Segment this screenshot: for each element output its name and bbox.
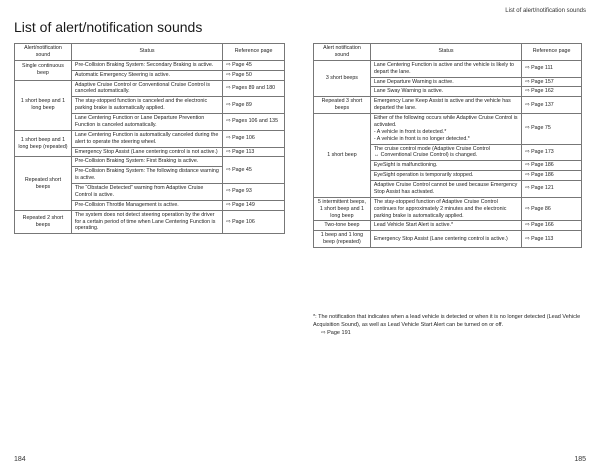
status-cell: Automatic Emergency Steering is active. bbox=[71, 70, 222, 80]
sound-cell: 1 beep and 1 long beep (repeated) bbox=[314, 231, 371, 248]
status-cell: Adaptive Cruise Control cannot be used because Emergency Stop Assist has activated. bbox=[370, 181, 521, 198]
status-cell: Lead Vehicle Start Alert is active.* bbox=[370, 221, 521, 231]
status-cell: Lane Departure Warning is active. bbox=[370, 77, 521, 87]
status-cell bbox=[370, 144, 521, 161]
reference-link[interactable]: ⇨ Page 93 bbox=[223, 184, 285, 201]
sound-cell: Single continuous beep bbox=[15, 60, 72, 80]
status-cell: Lane Centering Function or Lane Departure Prevention Function is canceled automatically. bbox=[71, 114, 222, 131]
reference-link[interactable]: ⇨ Page 113 bbox=[223, 147, 285, 157]
reference-link[interactable]: ⇨ Page 137 bbox=[522, 97, 582, 114]
reference-link[interactable]: ⇨ Page 45 bbox=[223, 157, 285, 184]
status-list-item: - A vehicle in front is no longer detected.* bbox=[373, 135, 470, 142]
sound-cell: 3 short beeps bbox=[314, 60, 371, 97]
sound-cell: 1 short beep and 1 long beep bbox=[15, 80, 72, 130]
status-cell: Emergency Lane Keep Assist is active and the vehicle has departed the lane. bbox=[370, 97, 521, 114]
table-row bbox=[314, 60, 582, 77]
table-header-row bbox=[15, 44, 285, 61]
reference-link[interactable]: ⇨ Page 157 bbox=[522, 77, 582, 87]
status-cell: The “Obstacle Detected” warning from Adaptive Cruise Control is active. bbox=[71, 184, 222, 201]
footnote-text: *: The notification that indicates when a lead vehicle is detected or when it is no longer detected (Lead Vehicle Acquisition Sound), as well as Lead Vehicle Start Alert can be turned on or off. bbox=[313, 314, 581, 328]
status-text: The cruise control mode (Adaptive Cruise Control bbox=[373, 145, 490, 152]
table-row bbox=[314, 221, 582, 231]
sound-cell: 1 short beep bbox=[314, 114, 371, 198]
table-row bbox=[15, 60, 285, 70]
reference-link[interactable]: ⇨ Pages 106 and 135 bbox=[223, 114, 285, 131]
status-cell: Pre-Collision Braking System: Secondary Braking is active. bbox=[71, 60, 222, 70]
footnote bbox=[313, 314, 583, 338]
reference-link[interactable]: ⇨ Page 166 bbox=[522, 221, 582, 231]
status-cell bbox=[370, 114, 521, 145]
page-number-right: 185 bbox=[574, 456, 586, 463]
footnote-reference-link[interactable]: ⇨ Page 191 bbox=[321, 329, 351, 336]
header-sound: Alert/notification sound bbox=[15, 44, 72, 61]
reference-link[interactable]: ⇨ Pages 89 and 180 bbox=[223, 80, 285, 97]
header-sound: Alert notification sound bbox=[314, 44, 371, 61]
table-row bbox=[314, 114, 582, 145]
status-cell: Pre-Collision Braking System: The following distance warning is active. bbox=[71, 167, 222, 184]
table-header-row bbox=[314, 44, 582, 61]
left-sounds-table bbox=[14, 43, 285, 234]
reference-link[interactable]: ⇨ Page 50 bbox=[223, 70, 285, 80]
status-text: Either of the following occurs while Adaptive Cruise Control is activated. bbox=[373, 115, 518, 128]
status-cell: The system does not detect steering operation by the driver for a certain period of time when Lane Centering Function is operating. bbox=[71, 210, 222, 234]
page-number-left: 184 bbox=[14, 456, 26, 463]
page-title: List of alert/notification sounds bbox=[14, 19, 203, 35]
status-cell: Lane Centering Function is automatically canceled during the alert to operate the steering wheel. bbox=[71, 130, 222, 147]
table-row bbox=[15, 130, 285, 147]
reference-link[interactable]: ⇨ Page 106 bbox=[223, 210, 285, 234]
status-cell: Pre-Collision Throttle Management is active. bbox=[71, 200, 222, 210]
reference-link[interactable]: ⇨ Page 186 bbox=[522, 161, 582, 171]
header-status: Status bbox=[71, 44, 222, 61]
reference-link[interactable]: ⇨ Page 89 bbox=[223, 97, 285, 114]
reference-link[interactable]: ⇨ Page 106 bbox=[223, 130, 285, 147]
reference-link[interactable]: ⇨ Page 121 bbox=[522, 181, 582, 198]
status-cell: Emergency Stop Assist (Lane centering control is active.) bbox=[370, 231, 521, 248]
reference-link[interactable]: ⇨ Page 186 bbox=[522, 171, 582, 181]
reference-link[interactable]: ⇨ Page 113 bbox=[522, 231, 582, 248]
table-row bbox=[15, 157, 285, 167]
table-row bbox=[15, 80, 285, 97]
status-cell: Emergency Stop Assist (Lane centering control is not active.) bbox=[71, 147, 222, 157]
header-reference: Reference page bbox=[223, 44, 285, 61]
status-text: ↔ Conventional Cruise Control) is changed. bbox=[373, 152, 478, 159]
header-reference: Reference page bbox=[522, 44, 582, 61]
sound-cell: Repeated short beeps bbox=[15, 157, 72, 210]
status-list-item: - A vehicle in front is detected.* bbox=[373, 128, 447, 135]
status-cell: Adaptive Cruise Control or Conventional Cruise Control is canceled automatically. bbox=[71, 80, 222, 97]
reference-link[interactable]: ⇨ Page 75 bbox=[522, 114, 582, 145]
status-cell: The stay-stopped function is canceled and the electronic parking brake is automatically applied. bbox=[71, 97, 222, 114]
reference-link[interactable]: ⇨ Page 173 bbox=[522, 144, 582, 161]
sound-cell: Two-tone beep bbox=[314, 221, 371, 231]
status-cell: EyeSight operation is temporarily stopped. bbox=[370, 171, 521, 181]
table-row bbox=[314, 231, 582, 248]
header-status: Status bbox=[370, 44, 521, 61]
reference-link[interactable]: ⇨ Page 149 bbox=[223, 200, 285, 210]
reference-link[interactable]: ⇨ Page 111 bbox=[522, 60, 582, 77]
status-cell: The stay-stopped function of Adaptive Cruise Control continues for approximately 2 minutes and the electronic parking brake is automatically applied. bbox=[370, 197, 521, 221]
status-cell: Lane Centering Function is active and the vehicle is likely to depart the lane. bbox=[370, 60, 521, 77]
reference-link[interactable]: ⇨ Page 162 bbox=[522, 87, 582, 97]
table-row bbox=[314, 197, 582, 221]
sound-cell: Repeated 2 short beeps bbox=[15, 210, 72, 234]
table-row bbox=[15, 210, 285, 234]
reference-link[interactable]: ⇨ Page 45 bbox=[223, 60, 285, 70]
right-sounds-table bbox=[313, 43, 582, 248]
table-row bbox=[314, 97, 582, 114]
status-cell: Pre-Collision Braking System: First Braking is active. bbox=[71, 157, 222, 167]
sound-cell: Repeated 3 short beeps bbox=[314, 97, 371, 114]
status-cell: Lane Sway Warning is active. bbox=[370, 87, 521, 97]
sound-cell: 5 intermittent beeps, 1 short beep and 1 long beep bbox=[314, 197, 371, 221]
running-head: List of alert/notification sounds bbox=[505, 8, 586, 14]
reference-link[interactable]: ⇨ Page 86 bbox=[522, 197, 582, 221]
sound-cell: 1 short beep and 1 long beep (repeated) bbox=[15, 130, 72, 157]
status-cell: EyeSight is malfunctioning. bbox=[370, 161, 521, 171]
